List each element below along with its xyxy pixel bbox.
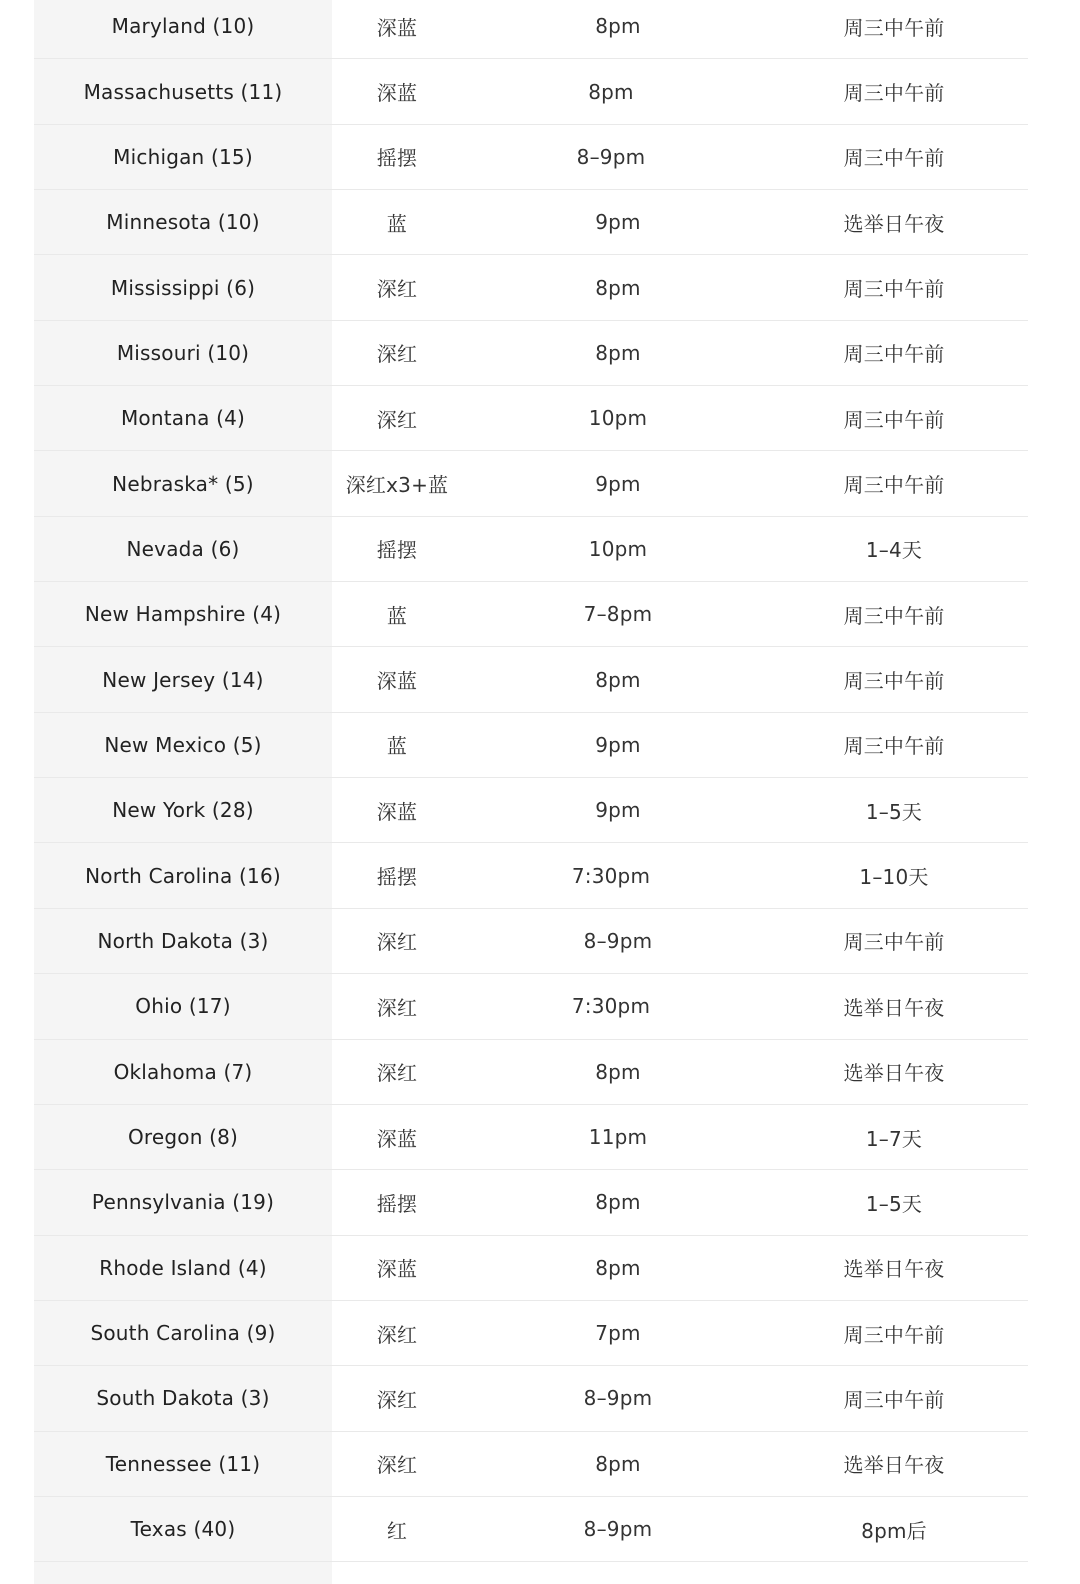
table-row (34, 1497, 1028, 1562)
result-timing-cell (760, 778, 1028, 842)
poll-close-text: 8pm (595, 1190, 641, 1215)
poll-close-text: 7:30pm (571, 863, 651, 888)
result-timing-cell (760, 190, 1028, 254)
table-row (34, 386, 1028, 451)
poll-close-cell (462, 1105, 760, 1169)
poll-close-text: 9pm (595, 210, 641, 235)
poll-close-text: 8pm (595, 1451, 641, 1476)
table-row (34, 190, 1028, 255)
poll-close-cell (462, 1432, 760, 1496)
state-cell: Ohio (17) (34, 974, 332, 1038)
lean-cell: 深蓝 (376, 15, 418, 40)
lean-cell: 深红 (376, 1453, 418, 1478)
lean-cell: 深蓝 (376, 1257, 418, 1282)
poll-close-cell (462, 1301, 760, 1365)
result-timing-text: 选举日午夜 (843, 1061, 945, 1086)
result-timing-cell (760, 713, 1028, 777)
lean-cell: 蓝 (386, 734, 408, 759)
poll-close-text: 8pm (595, 1059, 641, 1084)
lean-cell: 摇摆 (376, 1191, 418, 1216)
result-timing-cell (760, 843, 1028, 907)
lean-cell: 红 (386, 1518, 408, 1543)
poll-close-cell (462, 713, 760, 777)
result-timing-cell (760, 1497, 1028, 1561)
state-cell: North Carolina (16) (34, 843, 332, 907)
lean-cell: 摇摆 (376, 146, 418, 171)
result-timing-cell (760, 1170, 1028, 1234)
lean-cell: 深红 (376, 995, 418, 1020)
result-timing-text: 周三中午前 (843, 81, 945, 106)
poll-close-text: 8–9pm (576, 144, 646, 169)
lean-cell: 摇摆 (376, 865, 418, 890)
result-timing-cell (760, 1105, 1028, 1169)
poll-close-text: 10pm (588, 406, 648, 431)
table-row (34, 59, 1028, 124)
state-cell: Massachusetts (11) (34, 59, 332, 123)
result-timing-text: 周三中午前 (843, 342, 945, 367)
result-timing-text: 周三中午前 (843, 407, 945, 432)
result-timing-cell (760, 1432, 1028, 1496)
table-row (34, 255, 1028, 320)
state-cell: Missouri (10) (34, 321, 332, 385)
table-row (34, 1366, 1028, 1431)
result-timing-cell (760, 647, 1028, 711)
poll-close-text: 9pm (595, 471, 641, 496)
result-timing-cell (760, 582, 1028, 646)
table-row (34, 1301, 1028, 1366)
poll-close-cell (462, 1366, 760, 1430)
poll-close-text: 8pm (595, 340, 641, 365)
result-timing-text: 8pm后 (861, 1518, 927, 1543)
table-row (34, 451, 1028, 516)
poll-close-text: 7–8pm (583, 602, 653, 627)
result-timing-cell (760, 59, 1028, 123)
poll-close-text: 8pm (595, 275, 641, 300)
poll-close-text: 8pm (595, 14, 641, 39)
poll-close-cell (462, 517, 760, 581)
table-row (34, 1105, 1028, 1170)
state-cell: Maryland (10) (34, 0, 332, 58)
poll-close-text: 7:30pm (571, 994, 651, 1019)
lean-cell: 深红 (376, 342, 418, 367)
lean-cell: 深红 (376, 1322, 418, 1347)
result-timing-text: 周三中午前 (843, 603, 945, 628)
state-cell: South Dakota (3) (34, 1366, 332, 1430)
state-cell: North Dakota (3) (34, 909, 332, 973)
poll-close-cell (462, 647, 760, 711)
poll-close-cell (462, 451, 760, 515)
result-timing-cell (760, 1236, 1028, 1300)
result-timing-cell (760, 321, 1028, 385)
poll-close-text: 8pm (595, 667, 641, 692)
state-cell: Michigan (15) (34, 125, 332, 189)
poll-close-cell (462, 125, 760, 189)
table-row (34, 843, 1028, 908)
lean-cell: 深红x3+蓝 (345, 473, 449, 498)
poll-close-cell (462, 1497, 760, 1561)
lean-cell: 深红 (376, 930, 418, 955)
poll-close-text: 8pm (595, 1255, 641, 1280)
lean-cell: 摇摆 (376, 538, 418, 563)
poll-close-cell (462, 778, 760, 842)
table-row (34, 1236, 1028, 1301)
lean-cell: 深蓝 (376, 669, 418, 694)
state-cell: Rhode Island (4) (34, 1236, 332, 1300)
poll-close-cell (462, 1170, 760, 1234)
result-timing-text: 周三中午前 (843, 1387, 945, 1412)
table-row (34, 125, 1028, 190)
poll-close-text: 8pm (588, 79, 634, 104)
result-timing-text: 选举日午夜 (843, 995, 945, 1020)
lean-cell: 深红 (376, 277, 418, 302)
result-timing-text: 1–10天 (859, 865, 929, 890)
poll-close-cell (462, 0, 760, 58)
poll-close-cell (462, 843, 760, 907)
table-row (34, 909, 1028, 974)
poll-close-text: 11pm (588, 1125, 648, 1150)
table-row (34, 778, 1028, 843)
poll-close-text: 7pm (595, 1321, 641, 1346)
lean-cell: 蓝 (386, 603, 408, 628)
result-timing-text: 周三中午前 (843, 1322, 945, 1347)
state-cell: Nevada (6) (34, 517, 332, 581)
result-timing-cell (760, 974, 1028, 1038)
table-row (34, 1432, 1028, 1497)
poll-close-cell (462, 909, 760, 973)
table-row (34, 1040, 1028, 1105)
table-row (34, 0, 1028, 59)
result-timing-text: 1–7天 (865, 1126, 923, 1151)
result-timing-cell (760, 1040, 1028, 1104)
poll-close-cell (462, 59, 760, 123)
poll-close-cell (462, 190, 760, 254)
poll-close-cell (462, 1040, 760, 1104)
lean-cell: 深红 (376, 1061, 418, 1086)
result-timing-cell (760, 0, 1028, 58)
result-timing-text: 选举日午夜 (843, 1257, 945, 1282)
lean-cell: 深蓝 (376, 81, 418, 106)
result-timing-cell (760, 1366, 1028, 1430)
result-timing-text: 周三中午前 (843, 473, 945, 498)
table-row (34, 1170, 1028, 1235)
result-timing-cell (760, 125, 1028, 189)
result-timing-text: 周三中午前 (843, 15, 945, 40)
poll-close-cell (462, 386, 760, 450)
poll-close-cell (462, 1236, 760, 1300)
poll-close-cell (462, 321, 760, 385)
lean-cell: 蓝 (386, 211, 408, 236)
table-row (34, 647, 1028, 712)
election-table (34, 0, 1028, 1562)
table-row (34, 582, 1028, 647)
result-timing-text: 1–5天 (865, 1191, 923, 1216)
poll-close-text: 9pm (595, 732, 641, 757)
state-cell: New Mexico (5) (34, 713, 332, 777)
result-timing-text: 选举日午夜 (843, 1453, 945, 1478)
result-timing-text: 周三中午前 (843, 734, 945, 759)
lean-cell: 深红 (376, 407, 418, 432)
state-cell: New York (28) (34, 778, 332, 842)
result-timing-text: 周三中午前 (843, 930, 945, 955)
poll-close-text: 8–9pm (583, 1517, 653, 1542)
poll-close-text: 8–9pm (583, 928, 653, 953)
poll-close-text: 8–9pm (583, 1386, 653, 1411)
lean-cell: 深蓝 (376, 799, 418, 824)
result-timing-text: 周三中午前 (843, 277, 945, 302)
state-cell: Texas (40) (34, 1497, 332, 1561)
result-timing-cell (760, 451, 1028, 515)
state-cell: Pennsylvania (19) (34, 1170, 332, 1234)
state-column-continuation (34, 1562, 332, 1584)
result-timing-cell (760, 517, 1028, 581)
state-cell: Mississippi (6) (34, 255, 332, 319)
result-timing-text: 周三中午前 (843, 146, 945, 171)
lean-cell: 深红 (376, 1387, 418, 1412)
state-cell: New Hampshire (4) (34, 582, 332, 646)
poll-close-text: 10pm (588, 536, 648, 561)
state-cell: Montana (4) (34, 386, 332, 450)
state-cell: Oklahoma (7) (34, 1040, 332, 1104)
state-cell: Nebraska* (5) (34, 451, 332, 515)
result-timing-text: 1–4天 (865, 538, 923, 563)
lean-cell: 深蓝 (376, 1126, 418, 1151)
poll-close-cell (462, 582, 760, 646)
table-row (34, 517, 1028, 582)
result-timing-text: 周三中午前 (843, 669, 945, 694)
table-row (34, 974, 1028, 1039)
state-cell: South Carolina (9) (34, 1301, 332, 1365)
table-row (34, 713, 1028, 778)
result-timing-text: 选举日午夜 (843, 211, 945, 236)
state-cell: Minnesota (10) (34, 190, 332, 254)
result-timing-text: 1–5天 (865, 799, 923, 824)
result-timing-cell (760, 386, 1028, 450)
state-cell: Tennessee (11) (34, 1432, 332, 1496)
result-timing-cell (760, 1301, 1028, 1365)
state-cell: Oregon (8) (34, 1105, 332, 1169)
poll-close-text: 9pm (595, 798, 641, 823)
poll-close-cell (462, 255, 760, 319)
result-timing-cell (760, 255, 1028, 319)
result-timing-cell (760, 909, 1028, 973)
poll-close-cell (462, 974, 760, 1038)
table-row (34, 321, 1028, 386)
state-cell: New Jersey (14) (34, 647, 332, 711)
